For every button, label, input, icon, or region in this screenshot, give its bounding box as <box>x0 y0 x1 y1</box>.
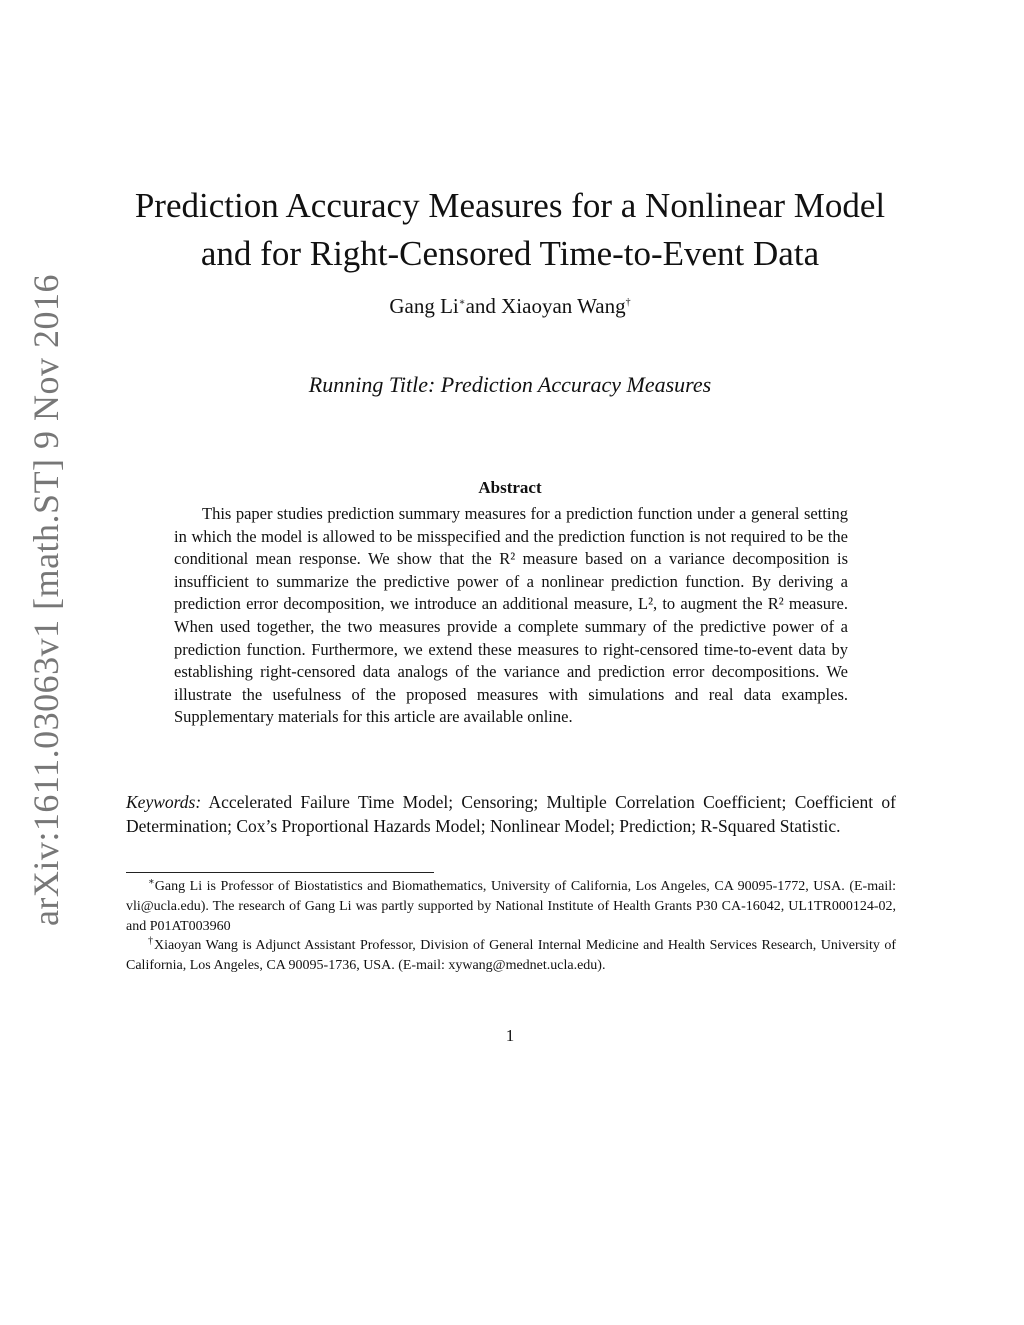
author-2-name: Xiaoyan Wang <box>501 294 626 318</box>
arxiv-identifier-stamp: arXiv:1611.03063v1 [math.ST] 9 Nov 2016 <box>26 273 66 927</box>
footnote-divider <box>126 872 434 873</box>
abstract-text: This paper studies prediction summary measures for a prediction function under a general setting in which the model is allowed to be misspecified and the prediction function is not required to be the conditional mean response. We show that the R² measure based on a variance decomposition is insufficient to summarize the predictive power of a nonlinear prediction function. By deriving a prediction error decomposition, we introduce an additional measure, L², to augment the R² measure. When used together, the two measures provide a complete summary of the predictive power of a prediction function. Furthermore, we extend these measures to right-censored time-to-event data by establishing right-censored data analogs of the variance and prediction error decompositions. We illustrate the usefulness of the proposed measures with simulations and real data examples. Supplementary materials for this article are available online. <box>174 504 848 727</box>
footnote-author-1 <box>126 877 896 937</box>
footnote-2-mark: † <box>148 935 154 947</box>
footnote-1-text: Gang Li is Professor of Biostatistics and Biomathematics, University of California, Los Angeles, CA 90095-1772, USA. (E-mail: vli@ucla.edu). The research of Gang Li was partly supported by National Institute of Health Grants P30 CA-16042, UL1TR000124-02, and P01AT003960 <box>126 879 896 934</box>
paper-title-line-1: Prediction Accuracy Measures for a Nonlinear Model <box>134 186 886 225</box>
page-number: 1 <box>505 1026 515 1045</box>
author-1-name: Gang Li <box>389 294 459 318</box>
footnote-author-2 <box>126 936 896 976</box>
running-title: Running Title: Prediction Accuracy Measures <box>308 372 712 397</box>
keywords-text: Accelerated Failure Time Model; Censoring; Multiple Correlation Coefficient; Coefficient of Determination; Cox’s Proportional Hazards Model; Nonlinear Model; Prediction; R-Squared Statistic. <box>126 792 896 836</box>
keywords-block <box>126 790 896 838</box>
keywords-label: Keywords: <box>126 792 202 812</box>
author-list <box>120 294 900 319</box>
paper-title <box>120 182 900 278</box>
author-2-footnote-mark: † <box>625 297 631 308</box>
author-1-footnote-mark: ∗ <box>458 297 466 308</box>
author-connector: and <box>465 294 502 318</box>
abstract-heading: Abstract <box>478 478 542 497</box>
footnote-2-text: Xiaoyan Wang is Adjunct Assistant Professor, Division of General Internal Medicine and Health Services Research, University of California, Los Angeles, CA 90095-1736, USA. (E-mail: xywang@mednet.ucla.edu). <box>126 938 896 973</box>
paper-title-line-2: and for Right-Censored Time-to-Event Data <box>200 234 820 273</box>
footnote-1-mark: ∗ <box>148 876 155 888</box>
